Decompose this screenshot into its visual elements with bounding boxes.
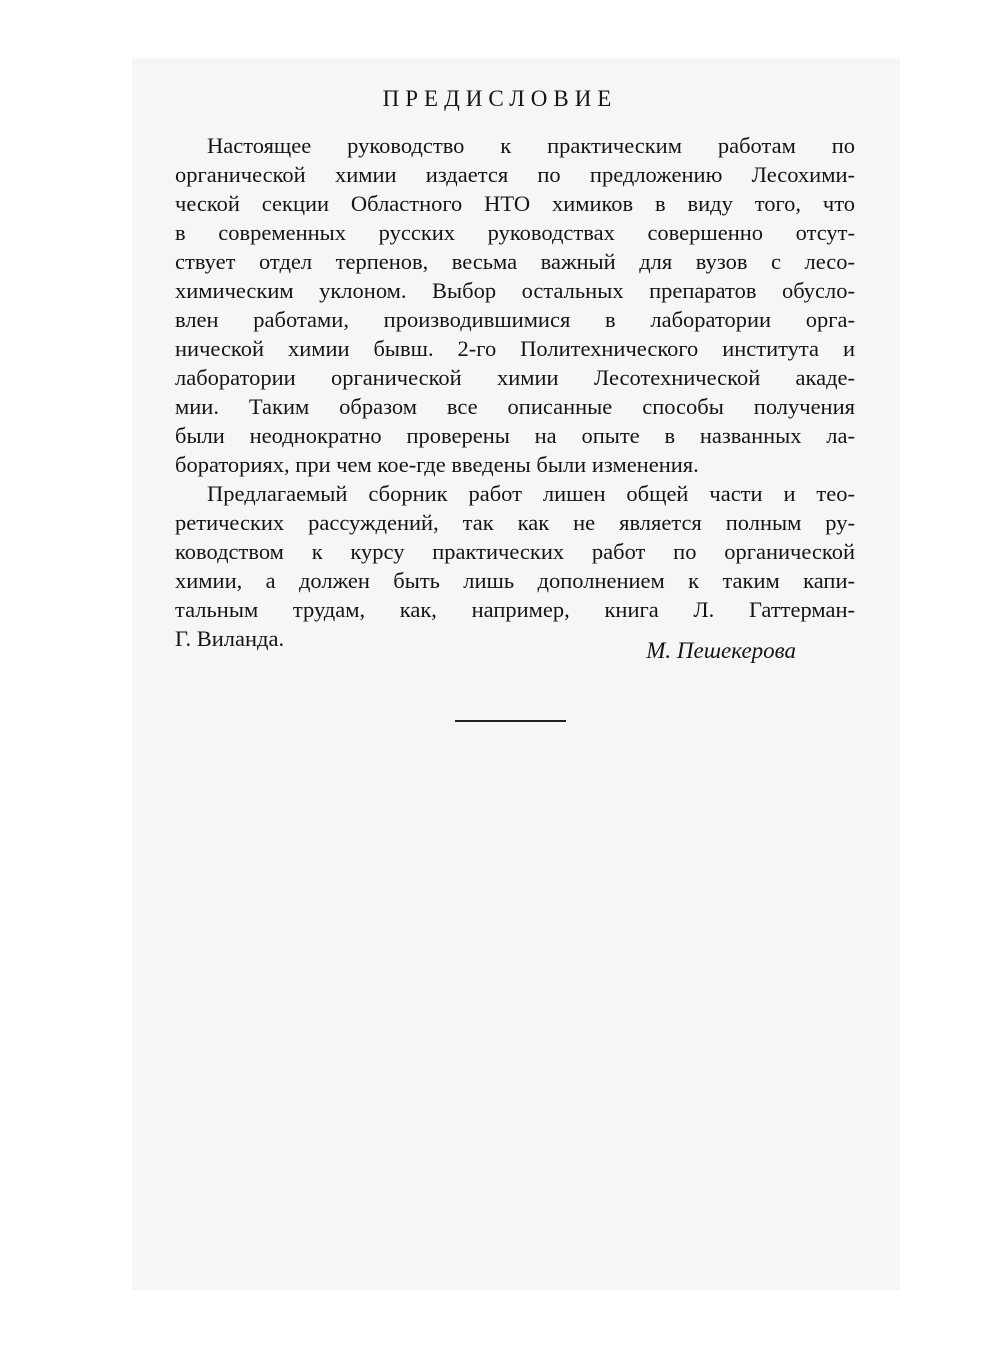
text-line: химии, а должен быть лишь дополнением к таким капи-	[175, 568, 855, 593]
text-line: мии. Таким образом все описанные способы получения	[175, 394, 855, 419]
preface-body	[175, 131, 855, 653]
text-line: были неоднократно проверены на опыте в названных ла-	[175, 423, 855, 448]
text-line: Г. Виланда.	[175, 626, 285, 651]
text-line: лаборатории органической химии Лесотехнической акаде-	[175, 365, 855, 390]
paragraph-1	[175, 131, 855, 479]
text-line: Предлагаемый сборник работ лишен общей части и тео-	[207, 481, 855, 506]
text-line: Настоящее руководство к практическим работам по	[207, 133, 855, 158]
paragraph-2	[175, 479, 855, 653]
text-line: в современных русских руководствах совершенно отсут-	[175, 220, 855, 245]
text-line: ческой секции Областного НТО химиков в виду того, что	[175, 191, 855, 216]
text-line: ствует отдел терпенов, весьма важный для вузов с лесо-	[175, 249, 855, 274]
text-line: органической химии издается по предложению Лесохими-	[175, 162, 855, 187]
section-divider	[455, 720, 566, 722]
text-line: тальным трудам, как, например, книга Л. Гаттерман-	[175, 597, 855, 622]
text-line: влен работами, производившимися в лаборатории орга-	[175, 307, 855, 332]
text-line: химическим уклоном. Выбор остальных препаратов обусло-	[175, 278, 855, 303]
author-signature: М. Пешекерова	[646, 638, 796, 663]
text-line: ководством к курсу практических работ по органической	[175, 539, 855, 564]
text-line: нической химии бывш. 2-го Политехнического института и	[175, 336, 855, 361]
text-line: ретических рассуждений, так как не является полным ру-	[175, 510, 855, 535]
text-line: бораториях, при чем кое-где введены были изменения.	[175, 452, 699, 477]
page-title: ПРЕДИСЛОВИЕ	[382, 86, 618, 111]
